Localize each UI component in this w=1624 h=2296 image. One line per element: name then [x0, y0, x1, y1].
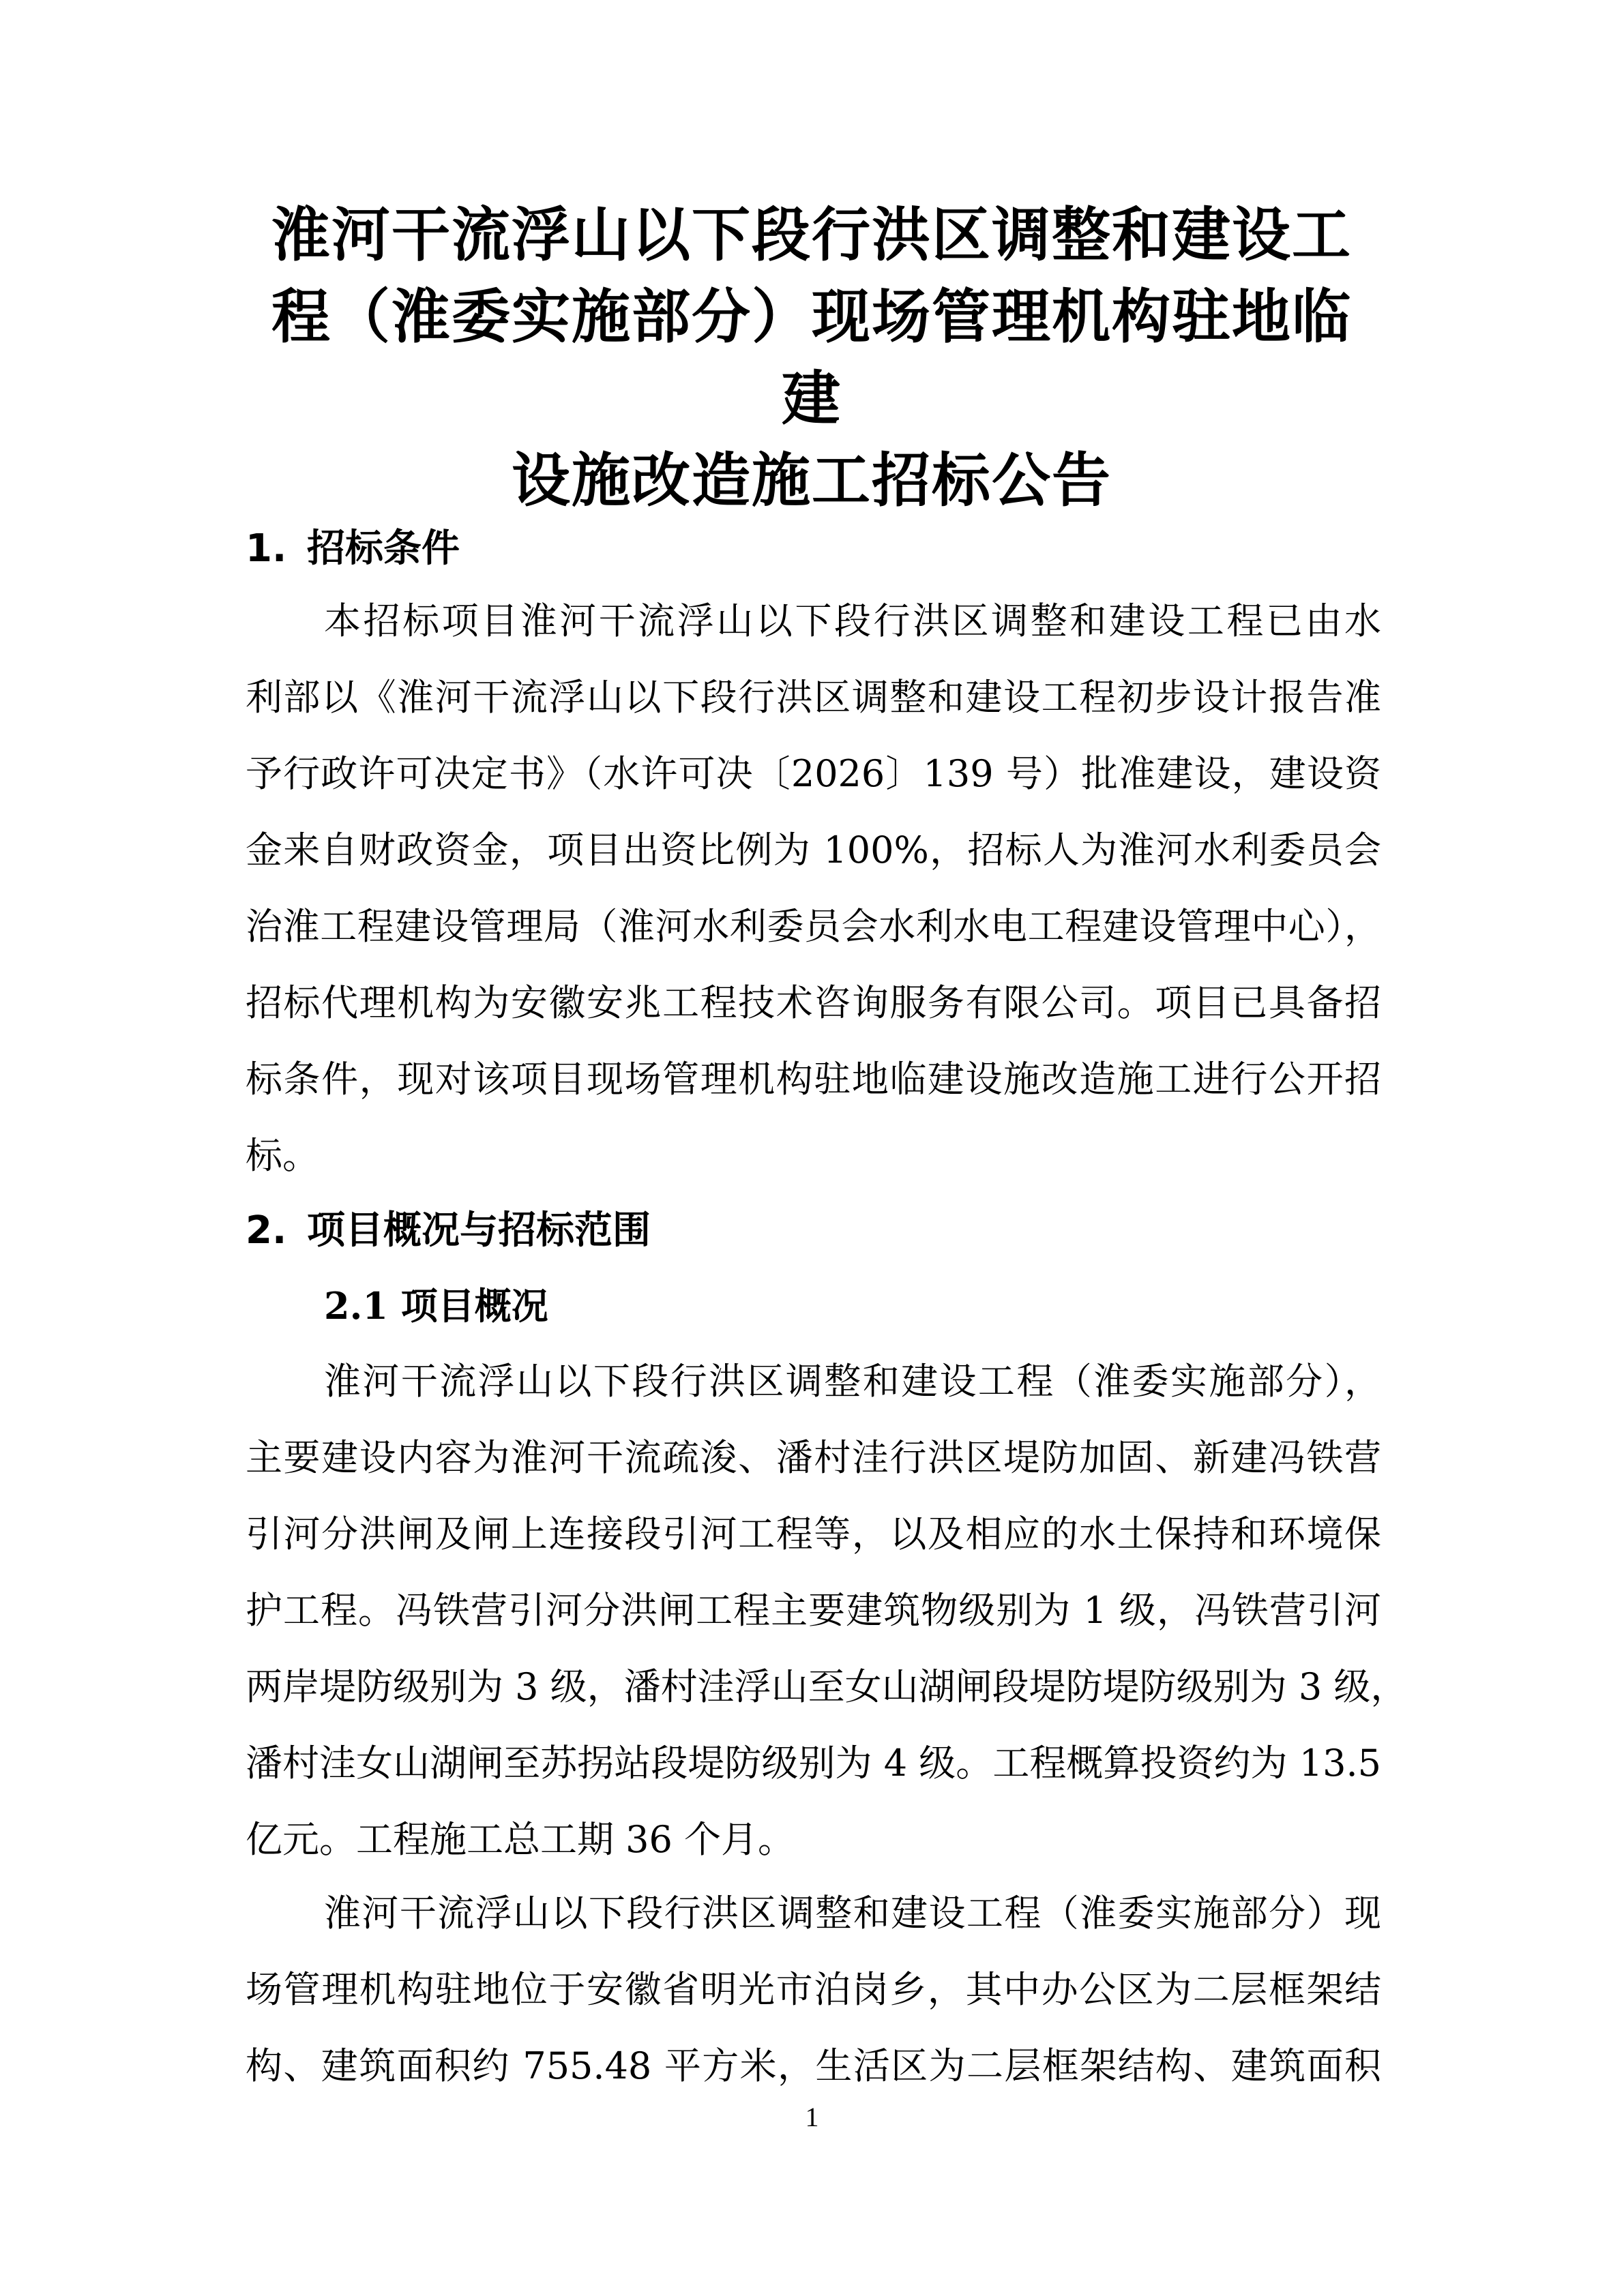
section-heading-1 — [246, 522, 460, 576]
text-line: 淮河干流浮山以下段行洪区调整和建设工程（淮委实施部分）， — [324, 1360, 1381, 1403]
section-heading-2 — [246, 1204, 651, 1258]
text-line: 淮河干流浮山以下段行洪区调整和建设工程（淮委实施部分）现 — [324, 1892, 1381, 1935]
text-line: 潘村洼女山湖闸至苏拐站段堤防级别为 4 级。工程概算投资约为 13.5 — [246, 1742, 1381, 1785]
title-line: 淮河干流浮山以下段行洪区调整和建设工 — [271, 201, 1352, 269]
text-line: 亿元。工程施工总工期 36 个月。 — [246, 1818, 795, 1861]
text-line: 利部以《淮河干流浮山以下段行洪区调整和建设工程初步设计报告准 — [246, 676, 1381, 719]
text-line: 标条件，现对该项目现场管理机构驻地临建设施改造施工进行公开招 — [246, 1058, 1381, 1101]
text-line: 构、建筑面积约 755.48 平方米，生活区为二层框架结构、建筑面积 — [246, 2044, 1381, 2087]
text-line: 主要建设内容为淮河干流疏浚、潘村洼行洪区堤防加固、新建冯铁营 — [246, 1436, 1381, 1479]
section-title: 项目概况与招标范围 — [307, 1208, 651, 1253]
paragraph-bidding-conditions — [246, 583, 1381, 1194]
page-number: 1 — [805, 2102, 819, 2132]
text-line: 标。 — [246, 1134, 319, 1177]
section-title: 招标条件 — [307, 526, 460, 571]
document-title — [246, 194, 1378, 522]
text-line: 护工程。冯铁营引河分洪闸工程主要建筑物级别为 1 级，冯铁营引河 — [246, 1589, 1381, 1632]
text-line: 本招标项目淮河干流浮山以下段行洪区调整和建设工程已由水 — [324, 599, 1381, 642]
subsection-heading: 2.1 项目概况 — [324, 1284, 548, 1328]
paragraph-project-overview — [246, 1343, 1408, 1878]
text-line: 两岸堤防级别为 3 级，潘村洼浮山至女山湖闸段堤防堤防级别为 3 级， — [246, 1665, 1408, 1708]
title-line: 程（淮委实施部分）现场管理机构驻地临建 — [271, 283, 1352, 433]
text-line: 金来自财政资金，项目出资比例为 100%，招标人为淮河水利委员会 — [246, 829, 1381, 871]
text-line: 治淮工程建设管理局（淮河水利委员会水利水电工程建设管理中心）， — [246, 905, 1381, 948]
text-line: 予行政许可决定书》（水许可决〔2026〕139 号）批准建设，建设资 — [246, 752, 1381, 795]
title-line: 设施改造施工招标公告 — [512, 447, 1112, 515]
text-line: 场管理机构驻地位于安徽省明光市泊岗乡，其中办公区为二层框架结 — [246, 1968, 1381, 2011]
section-number: 2. — [246, 1208, 287, 1253]
text-line: 引河分洪闸及闸上连接段引河工程等，以及相应的水土保持和环境保 — [246, 1512, 1381, 1555]
paragraph-site-description — [246, 1875, 1381, 2104]
text-line: 招标代理机构为安徽安兆工程技术咨询服务有限公司。项目已具备招 — [246, 981, 1381, 1024]
section-number: 1. — [246, 526, 287, 571]
